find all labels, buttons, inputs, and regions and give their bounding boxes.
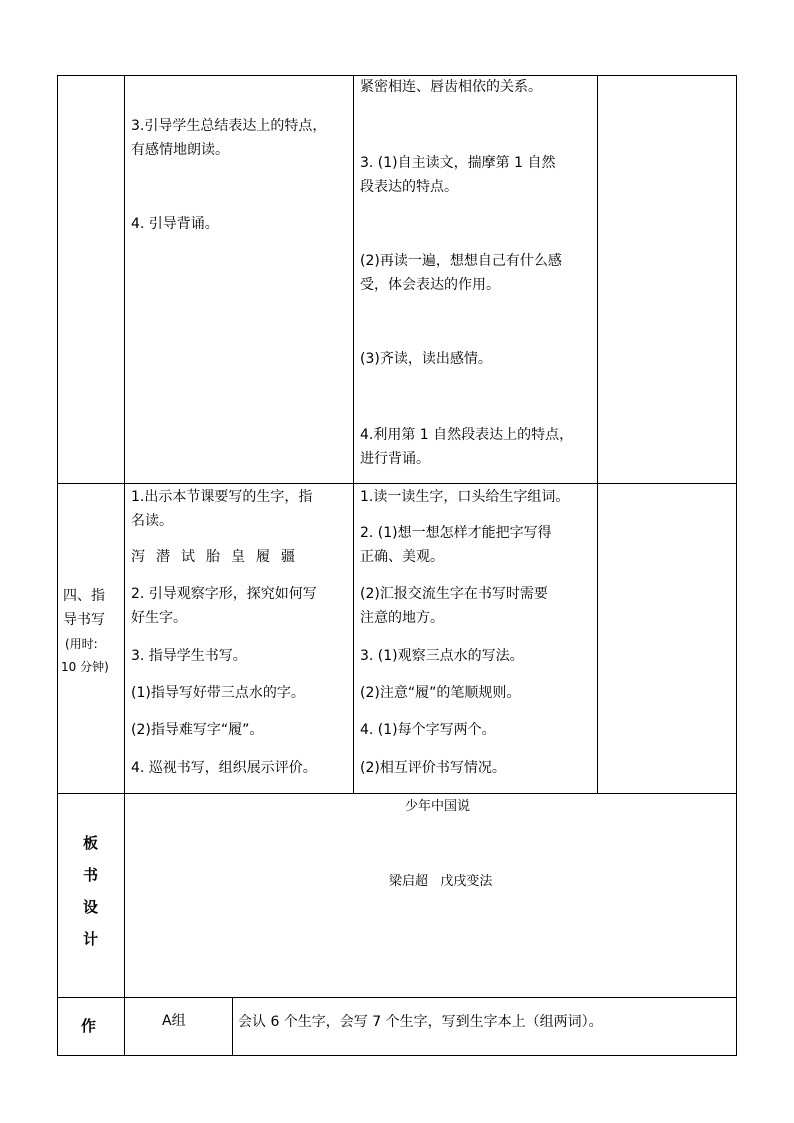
student-write-line2: 2. (1)想一想怎样才能把字写得 [360, 525, 552, 541]
table-border-left [57, 75, 58, 1056]
teacher-write-line2: 名读。 [131, 513, 173, 529]
teacher-step-3-line1: 3.引导学生总结表达上的特点， [131, 118, 327, 134]
teacher-write-line6: (1)指导写好带三点水的字。 [131, 685, 305, 701]
table-border-right [736, 75, 737, 1056]
student-step-3a-line2: 段表达的特点。 [360, 179, 458, 195]
new-characters: 泻潜试胎皇履疆 [131, 549, 306, 565]
student-step-3b-line1: (2)再读一遍，想想自己有什么感 [360, 253, 562, 269]
student-continuation: 紧密相连、唇齿相依的关系。 [360, 79, 542, 95]
teacher-step-4: 4. 引导背诵。 [131, 216, 219, 232]
student-write-line8: 4. (1)每个字写两个。 [360, 722, 496, 738]
teacher-write-line1: 1.出示本节课要写的生字，指 [131, 489, 313, 505]
student-step-3c: (3)齐读，读出感情。 [360, 351, 492, 367]
row-divider-2 [57, 793, 737, 794]
student-step-3a-line1: 3. (1)自主读文，揣摩第 1 自然 [360, 155, 556, 171]
student-write-line5: 注意的地方。 [360, 610, 444, 626]
column-divider-2 [353, 75, 354, 793]
student-step-3b-line2: 受，体会表达的作用。 [360, 277, 500, 293]
table-border-bottom [57, 1055, 737, 1056]
board-label-char-1: 板 [83, 834, 99, 852]
section-4-title-line1: 四、指 [63, 588, 105, 604]
student-write-line4: (2)汇报交流生字在书写时需要 [360, 586, 548, 602]
row-divider-3 [57, 997, 737, 998]
student-step-4-line2: 进行背诵。 [360, 451, 430, 467]
teacher-step-3-line2: 有感情地朗读。 [131, 142, 229, 158]
teacher-write-line5: 3. 指导学生书写。 [131, 648, 247, 664]
board-label-char-4: 计 [83, 930, 99, 948]
section-4-title-line2: 导书写 [63, 612, 105, 628]
row-divider-1 [57, 483, 737, 484]
teacher-write-line7: (2)指导难写字“履”。 [131, 722, 264, 738]
teacher-write-line4: 好生字。 [131, 610, 187, 626]
column-divider-3 [597, 75, 598, 793]
board-author-line: 梁启超 戊戌变法 [389, 874, 493, 889]
student-write-line3: 正确、美观。 [360, 549, 444, 565]
homework-label: 作 [81, 1017, 97, 1035]
student-write-line7: (2)注意“履”的笔顺规则。 [360, 685, 521, 701]
section-4-time-line2: 10 分钟) [61, 660, 109, 674]
student-write-line9: (2)相互评价书写情况。 [360, 760, 506, 776]
teacher-write-line3: 2. 引导观察字形，探究如何写 [131, 586, 317, 602]
homework-divider [232, 997, 233, 1056]
homework-group: A组 [162, 1013, 186, 1029]
column-divider-1 [124, 75, 125, 1056]
homework-content: 会认 6 个生字，会写 7 个生字，写到生字本上（组两词）。 [238, 1014, 603, 1030]
section-4-time-line1: (用时: [65, 637, 98, 651]
board-title: 少年中国说 [405, 799, 471, 814]
student-write-line1: 1.读一读生字，口头给生字组词。 [360, 489, 570, 505]
board-label-char-3: 设 [83, 898, 99, 916]
board-label-char-2: 书 [83, 866, 99, 884]
student-step-4-line1: 4.利用第 1 自然段表达上的特点， [360, 427, 574, 443]
teacher-write-line8: 4. 巡视书写，组织展示评价。 [131, 760, 317, 776]
student-write-line6: 3. (1)观察三点水的写法。 [360, 648, 524, 664]
